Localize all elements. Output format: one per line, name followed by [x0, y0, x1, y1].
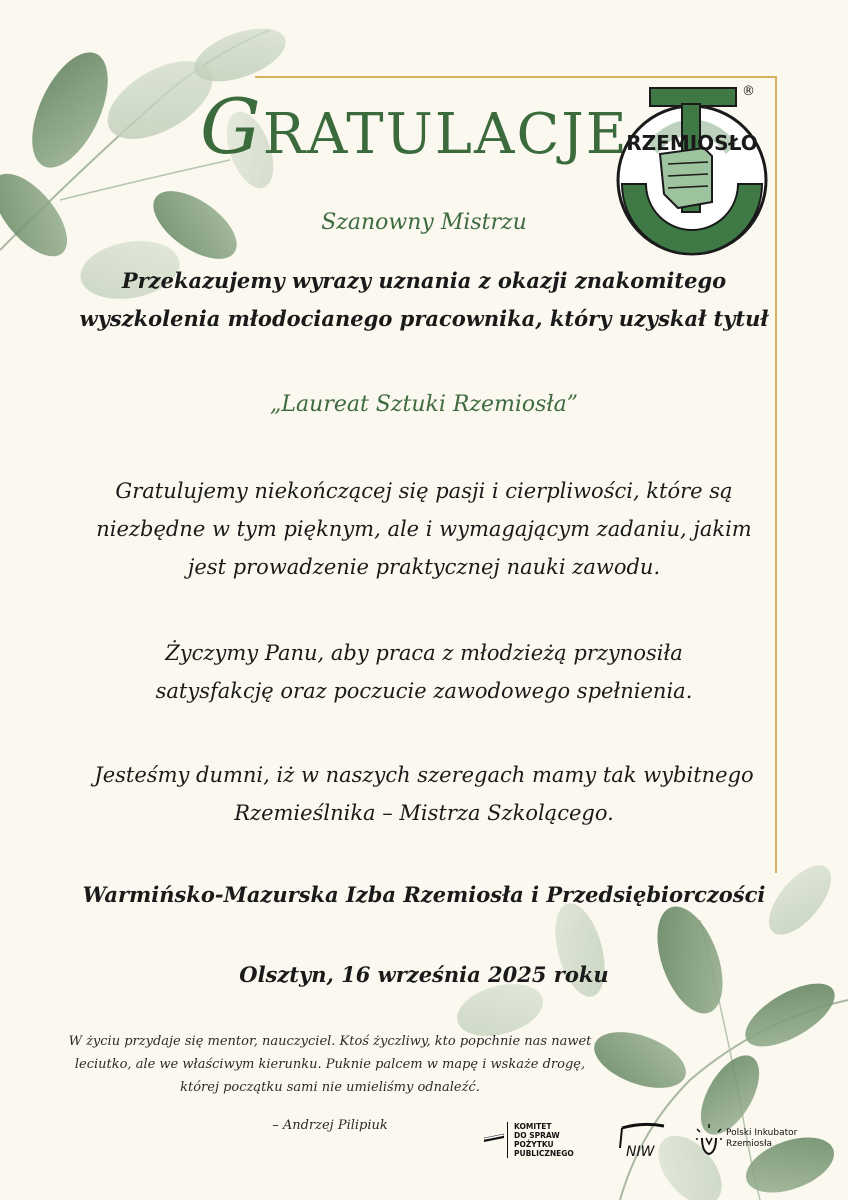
para3-line-1: Życzymy Panu, aby praca z młodzieżą przynosiła [165, 641, 683, 665]
page-title [200, 82, 629, 171]
title-initial: G [200, 82, 263, 171]
kpp-line-1: KOMITET [514, 1122, 552, 1131]
intro-line-2: wyszkolenia młodocianego pracownika, który uzyskał tytuł [79, 306, 769, 331]
lightbulb-icon [696, 1124, 722, 1156]
para4-line-1: Jesteśmy dumni, iż w naszych szeregach mamy tak wybitnego [94, 763, 754, 787]
logo-text: RZEMIOSŁO [626, 131, 758, 155]
mentor-quote [40, 1030, 620, 1099]
pir-line-2: Rzemiosła [726, 1139, 773, 1149]
intro-line-1: Przekazujemy wyrazy uznania z okazji znakomitego [121, 268, 727, 293]
quote-line-2: leciutko, ale we właściwym kierunku. Puknie palcem w mapę i wskaże drogę, [74, 1057, 586, 1072]
organization-name: Warmińsko-Mazurska Izba Rzemiosła i Przedsiębiorczości [82, 882, 766, 907]
niw-label: NIW [626, 1144, 655, 1160]
kpp-line-3: POŻYTKU [514, 1140, 554, 1149]
para2-line-2: niezbędne w tym pięknym, ale i wymagającym zadaniu, jakim [96, 517, 752, 541]
quote-line-1: W życiu przydaje się mentor, nauczyciel. Ktoś życzliwy, kto popchnie nas nawet [68, 1034, 592, 1049]
registered-mark: ® [742, 84, 755, 99]
pir-line-1: Polski Inkubator [726, 1128, 798, 1138]
para4-line-2: Rzemieślnika – Mistrza Szkolącego. [234, 801, 614, 825]
quote-line-3: której początku sami nie umieliśmy odnaleźć. [180, 1080, 480, 1095]
para2-line-1: Gratulujemy niekończącej się pasji i cierpliwości, które są [115, 479, 733, 503]
para2-line-3: jest prowadzenie praktycznej nauki zawodu. [187, 555, 661, 579]
para3-line-2: satysfakcję oraz poczucie zawodowego spełnienia. [155, 679, 693, 703]
kpp-logo-text [514, 1122, 574, 1158]
quote-author: – Andrzej Pilipiuk [272, 1118, 388, 1133]
salutation: Szanowny Mistrzu [321, 210, 527, 235]
kpp-line-4: PUBLICZNEGO [514, 1149, 574, 1158]
sponsor-separator [507, 1122, 508, 1158]
niw-logo [618, 1122, 666, 1162]
kpp-line-2: DO SPRAW [514, 1131, 560, 1140]
title-rest: RATULACJE [262, 102, 629, 167]
flag-icon [484, 1132, 504, 1144]
award-title: „Laureat Sztuki Rzemiosła” [270, 392, 578, 417]
pir-logo-text [726, 1128, 797, 1150]
date-place: Olsztyn, 16 września 2025 roku [239, 962, 609, 987]
